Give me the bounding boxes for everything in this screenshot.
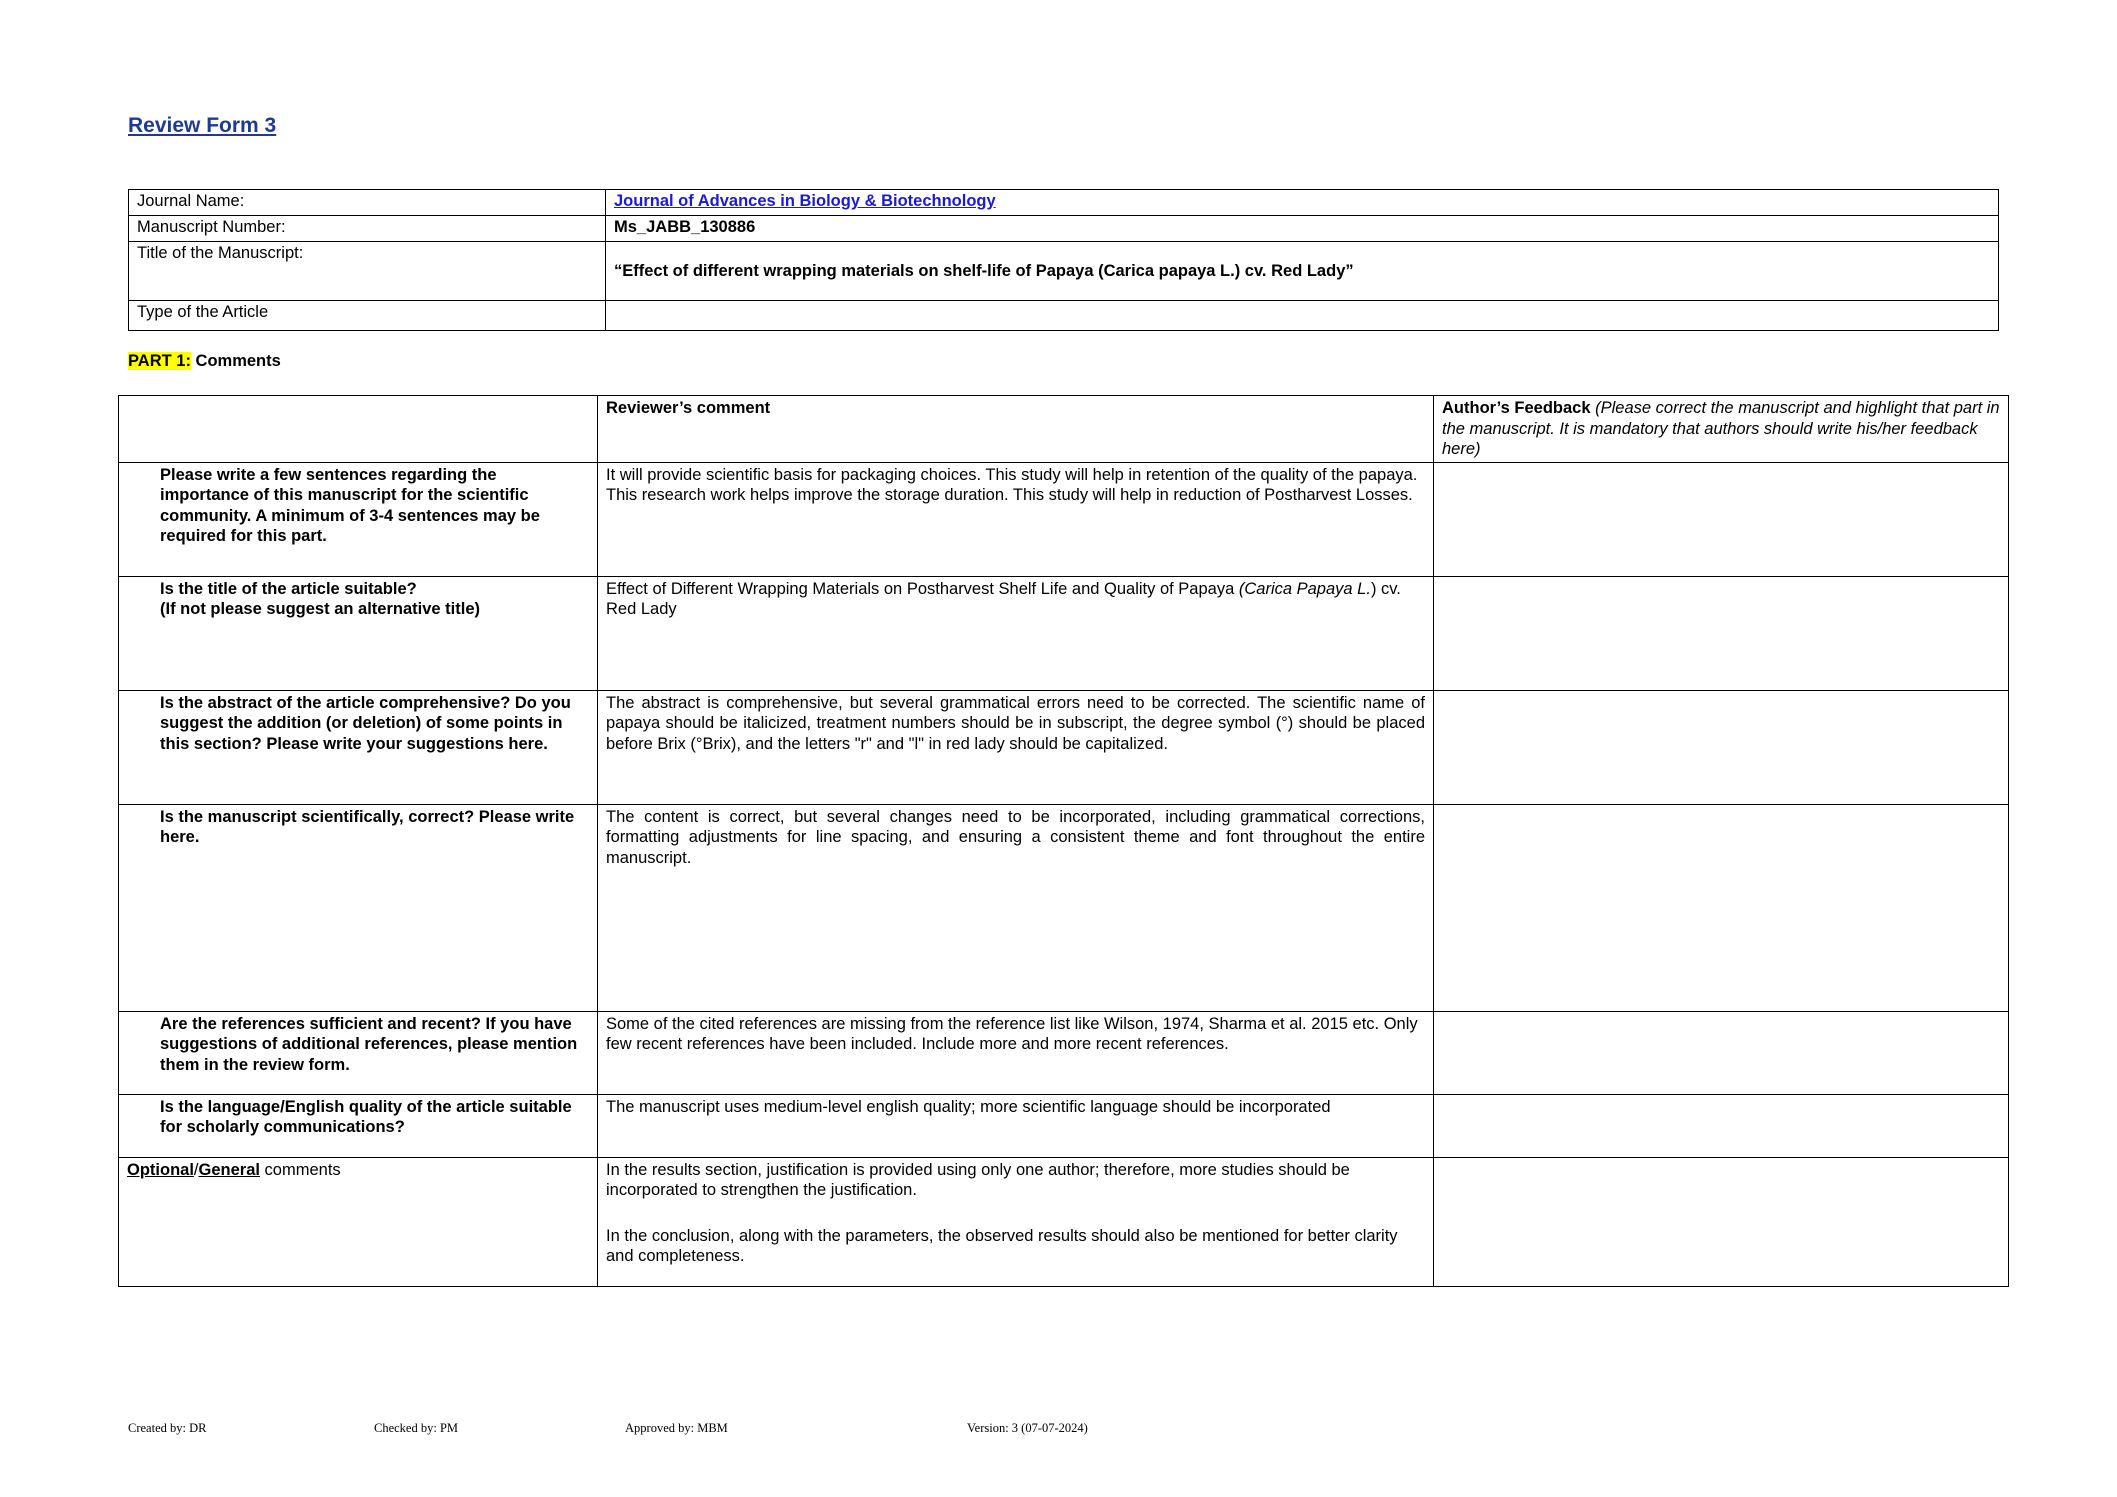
question-title-line2: (If not please suggest an alternative title) <box>160 600 480 618</box>
manuscript-title-label: Title of the Manuscript: <box>129 242 606 301</box>
question-abstract: Is the abstract of the article comprehensive? Do you suggest the addition (or deletion) of some points in this section? Please write your suggestions here. <box>119 690 598 804</box>
author-feedback-cell[interactable] <box>1434 1094 2009 1157</box>
optional-comment-results: In the results section, justification is provided using only one author; therefore, more studies should be incorporated to strengthen the justification. <box>606 1160 1350 1199</box>
footer-created-by: Created by: DR <box>128 1421 207 1435</box>
journal-name-label: Journal Name: <box>129 190 606 216</box>
footer-approved-by: Approved by: MBM <box>625 1421 728 1435</box>
author-feedback-cell[interactable] <box>1434 576 2009 690</box>
header-reviewer-comment: Reviewer’s comment <box>598 396 1434 463</box>
question-title <box>119 576 598 690</box>
header-author-feedback <box>1434 396 2009 463</box>
table-row <box>119 804 2009 1011</box>
journal-name-link[interactable]: Journal of Advances in Biology & Biotechnology <box>614 192 996 210</box>
question-title-line1: Is the title of the article suitable? <box>160 579 417 598</box>
part1-heading <box>128 352 281 371</box>
optional-comments-label <box>119 1157 598 1286</box>
reviewer-comment-abstract: The abstract is comprehensive, but several grammatical errors need to be corrected. The scientific name of papaya should be italicized, treatment numbers should be in subscript, the degree symbol (°) should be placed before Brix (°Brix), and the letters "r" and "l" in red lady should be capitalized. <box>598 690 1434 804</box>
question-scientific: Is the manuscript scientifically, correct? Please write here. <box>119 804 598 1011</box>
header-empty-cell <box>119 396 598 463</box>
question-importance: Please write a few sentences regarding the importance of this manuscript for the scientific community. A minimum of 3-4 sentences may be required for this part. <box>119 462 598 576</box>
table-row <box>119 1094 2009 1157</box>
suggested-title-text: Effect of Different Wrapping Materials on Postharvest Shelf Life and Quality of Papaya <box>606 579 1239 598</box>
table-row <box>119 690 2009 804</box>
optional-comments-row <box>119 1157 2009 1286</box>
reviewer-comment-scientific: The content is correct, but several changes need to be incorporated, including grammatical corrections, formatting adjustments for line spacing, and ensuring a consistent theme and font throughout the entire manuscript. <box>598 804 1434 1011</box>
table-row <box>119 1011 2009 1094</box>
article-type-value[interactable] <box>606 301 1999 331</box>
part1-title: Comments <box>190 352 281 370</box>
footer-version: Version: 3 (07-07-2024) <box>967 1421 1088 1435</box>
manuscript-number-row <box>129 216 1999 242</box>
manuscript-number-label: Manuscript Number: <box>129 216 606 242</box>
optional-separator: / <box>193 1160 199 1179</box>
comments-header-row <box>119 396 2009 463</box>
suggested-title-species: (Carica Papaya L. <box>1238 579 1371 598</box>
author-feedback-label: Author’s Feedback <box>1442 399 1591 417</box>
author-feedback-cell[interactable] <box>1434 1011 2009 1094</box>
article-type-label: Type of the Article <box>129 301 606 331</box>
author-feedback-cell[interactable] <box>1434 462 2009 576</box>
manuscript-number-value: Ms_JABB_130886 <box>606 216 1999 242</box>
optional-label: Optional <box>127 1160 194 1179</box>
reviewer-comment-language: The manuscript uses medium-level english quality; more scientific language should be incorporated <box>598 1094 1434 1157</box>
reviewer-comment-importance: It will provide scientific basis for packaging choices. This study will help in retention of the quality of the papaya. This research work helps improve the storage duration. This study will help in reduction of Postharvest Losses. <box>598 462 1434 576</box>
author-feedback-cell[interactable] <box>1434 804 2009 1011</box>
manuscript-info-table <box>128 189 1999 331</box>
manuscript-title-value: “Effect of different wrapping materials on shelf-life of Papaya (Carica papaya L.) cv. Red Lady” <box>606 242 1999 301</box>
part1-label: PART 1: <box>128 352 191 370</box>
footer-checked-by: Checked by: PM <box>374 1421 459 1435</box>
form-title[interactable]: Review Form 3 <box>128 114 277 137</box>
author-feedback-cell[interactable] <box>1434 1157 2009 1286</box>
general-label: General <box>198 1160 260 1179</box>
author-feedback-cell[interactable] <box>1434 690 2009 804</box>
author-feedback-instruction: (Please correct the manuscript and highlight that part in the manuscript. It is mandatory that authors should write his/her feedback here) <box>1442 399 2000 458</box>
optional-comment-conclusion: In the conclusion, along with the parameters, the observed results should also be mentioned for better clarity and completeness. <box>606 1226 1398 1265</box>
reviewer-comment-references: Some of the cited references are missing from the reference list like Wilson, 1974, Sharma et al. 2015 etc. Only few recent references have been included. Include more and more recent references. <box>598 1011 1434 1094</box>
manuscript-title-row <box>129 242 1999 301</box>
journal-name-row <box>129 190 1999 216</box>
table-row <box>119 576 2009 690</box>
comments-table <box>118 395 2009 1287</box>
article-type-row <box>129 301 1999 331</box>
reviewer-comment-title <box>598 576 1434 690</box>
comments-label: comments <box>259 1160 341 1179</box>
question-references: Are the references sufficient and recent? If you have suggestions of additional references, please mention them in the review form. <box>119 1011 598 1094</box>
suggested-title-cultivar: ) cv. Red Lady <box>606 579 1401 618</box>
question-language: Is the language/English quality of the article suitable for scholarly communications? <box>119 1094 598 1157</box>
journal-name-value <box>606 190 1999 216</box>
table-row <box>119 462 2009 576</box>
reviewer-comment-optional <box>598 1157 1434 1286</box>
